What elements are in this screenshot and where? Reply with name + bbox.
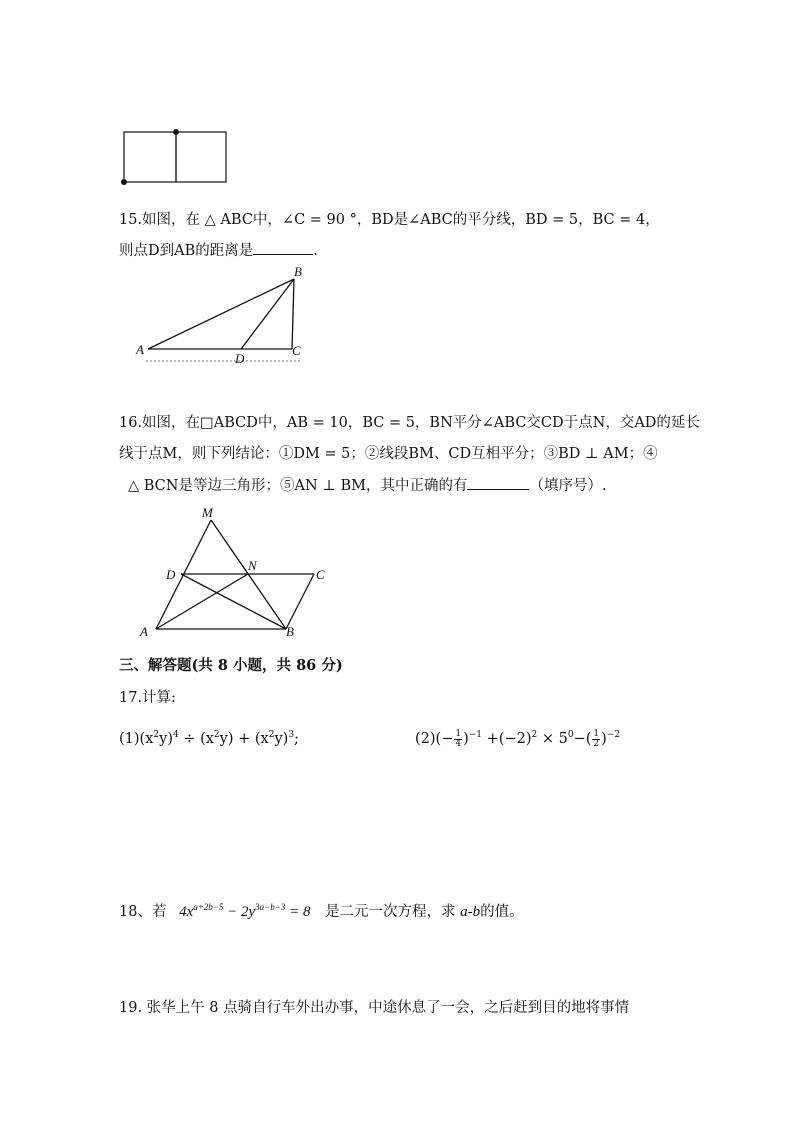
q17-title: 17.计算: [119, 690, 176, 706]
two-squares-figure [118, 126, 233, 188]
q17-part1 [119, 728, 299, 750]
label-c: C [316, 567, 325, 582]
q17-part1-expr: $(x^2y)^4 \div (x^2y) + (x^2y)^3$; [139, 730, 299, 747]
dot-top [173, 129, 179, 135]
segment-ab [148, 279, 294, 349]
q17-part2-prefix: (2) [415, 731, 436, 747]
q18-a-minus-b: a-b [460, 904, 481, 920]
q18-equation: $4x^{a+2b-5} - 2y^{3a-b-3} = 8$ [179, 902, 311, 920]
q16-parallelogram-figure [136, 503, 336, 643]
q15-line2 [119, 240, 318, 262]
label-d: D [235, 351, 245, 366]
segment-bc [292, 279, 294, 349]
square-right [176, 132, 226, 182]
label-b: B [294, 264, 302, 279]
q15-line2-text: 则点D到AB的距离是 [119, 243, 254, 259]
label-a: A [140, 624, 148, 639]
q17-part2-expr: (− $\frac{1}{4}$ )$^{-1} +(-2)^2 \times 5^0-$( $\frac{1}{2}$ )$^{-2}$ [435, 728, 621, 749]
square-left [124, 132, 176, 182]
label-a: A [136, 342, 144, 357]
label-d: D [166, 567, 176, 582]
q15-line1: 15.如图，在 △ ABC中，∠C = 90 °，BD是∠ABC的平分线，BD = 5，BC = 4， [119, 212, 660, 228]
label-m: M [202, 505, 213, 520]
q18-suffix-1: 是二元一次方程，求 [325, 904, 456, 920]
label-b: B [286, 624, 294, 639]
segment-bd [241, 279, 294, 349]
q16-line3 [128, 475, 607, 497]
dot-bottom-left [121, 179, 127, 185]
q18-prefix: 18、若 [119, 904, 167, 920]
section3-title: 三、解答题(共 8 小题，共 86 分) [119, 657, 343, 674]
q15-line2-end: . [313, 243, 318, 259]
q15-answer-blank[interactable] [253, 254, 313, 255]
q15-triangle-figure [132, 262, 312, 370]
segment-bc [286, 574, 314, 629]
q16-answer-blank[interactable] [467, 489, 529, 490]
q18-suffix-2: 的值。 [480, 904, 524, 920]
q19-line: 19. 张华上午 8 点骑自行车外出办事，中途休息了一会，之后赶到目的地将事情 [119, 1000, 630, 1016]
q16-line2: 线于点M，则下列结论：①DM = 5；②线段BM、CD互相平分；③BD ⊥ AM；④ [119, 446, 658, 462]
q16-line3-text: △ BCN是等边三角形；⑤AN ⊥ BM，其中正确的有 [128, 478, 468, 494]
q16-line3-end: （填序号）. [529, 478, 607, 494]
label-c: C [292, 343, 301, 358]
q17-part1-prefix: (1) [119, 731, 140, 747]
label-n: N [248, 558, 257, 573]
q18-line [119, 901, 524, 923]
q17-part2 [415, 728, 620, 750]
q16-line1: 16.如图，在□ABCD中，AB = 10，BC = 5，BN平分∠ABC交CD于点N，交AD的延长 [119, 415, 700, 431]
